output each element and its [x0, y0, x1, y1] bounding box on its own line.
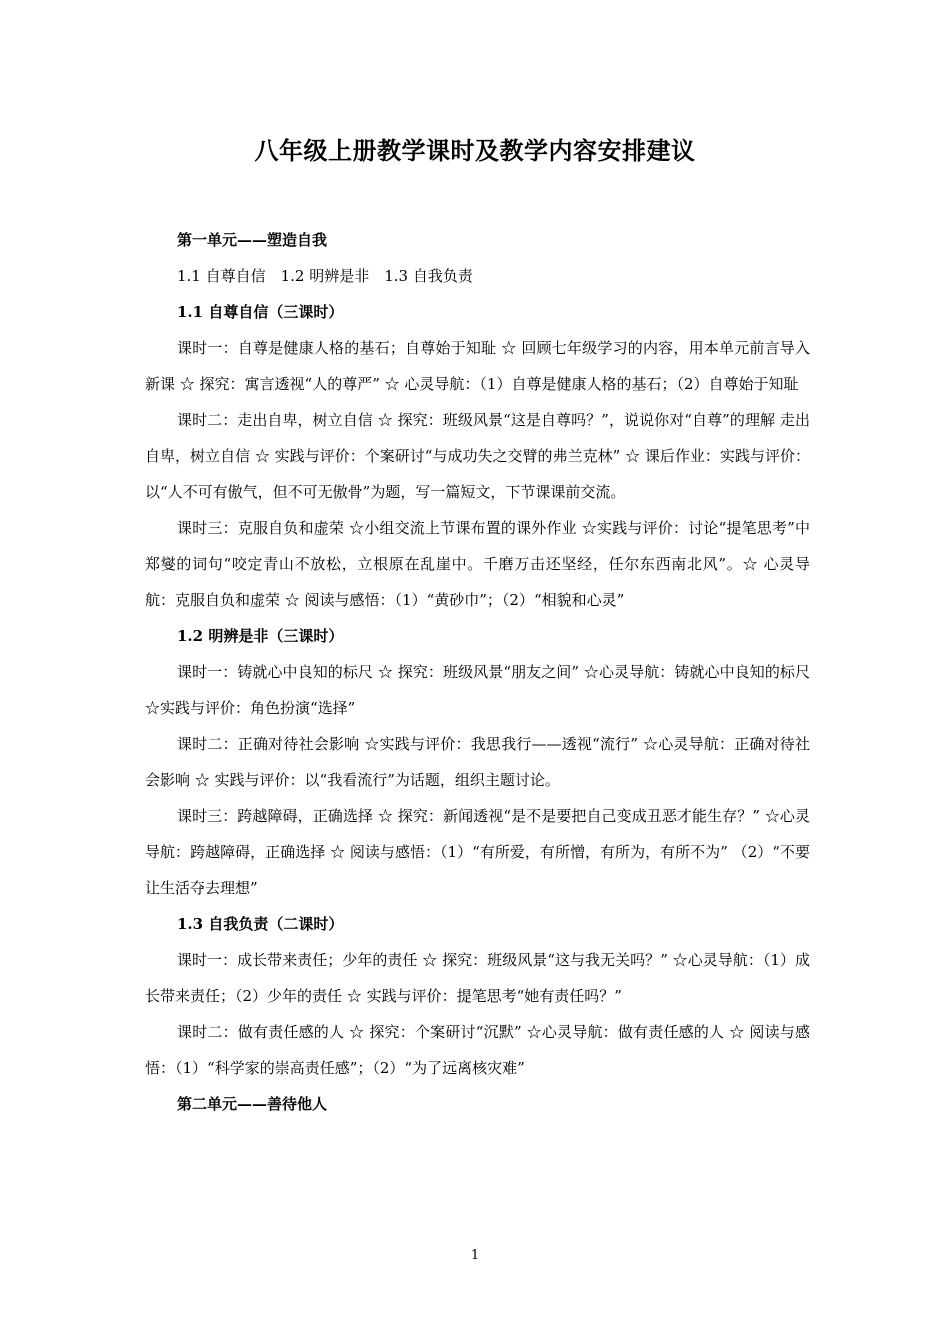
- section-heading: 第二单元——善待他人: [177, 1095, 328, 1113]
- paragraph: 课时一：自尊是健康人格的基石；自尊始于知耻 ☆ 回顾七年级学习的内容，用本单元前言导入新课 ☆ 探究：寓言透视“人的尊严” ☆ 心灵导航：（1）自尊是健康人格的基石；（2）自尊始于知耻: [145, 339, 810, 393]
- paragraph: 课时二：走出自卑，树立自信 ☆ 探究：班级风景“这是自尊吗？”，说说你对“自尊”的理解 走出自卑，树立自信 ☆ 实践与评价：个案研讨“与成功失之交臂的弗兰克林” ☆ 课后作业：实践与评价：以“人不可有傲气，但不可无傲骨”为题，写一篇短文，下节课课前交流。: [145, 411, 810, 501]
- document-title: 八年级上册教学课时及教学内容安排建议: [254, 136, 696, 165]
- section-heading: 1.3 自我负责（二课时）: [177, 915, 344, 933]
- paragraph: 1.1 自尊自信 1.2 明辨是非 1.3 自我负责: [177, 267, 473, 285]
- paragraph: 课时三：跨越障碍，正确选择 ☆ 探究：新闻透视“是不是要把自己变成丑恶才能生存？” ☆心灵导航：跨越障碍，正确选择 ☆ 阅读与感悟：（1）“有所爱，有所憎，有所为，有所不为” （2）“不要让生活夺去理想”: [145, 807, 810, 897]
- page-number: 1: [470, 1248, 480, 1263]
- paragraph: 课时一：铸就心中良知的标尺 ☆ 探究：班级风景“朋友之间” ☆心灵导航：铸就心中良知的标尺 ☆实践与评价：角色扮演“选择”: [145, 663, 810, 717]
- paragraph: 课时一：成长带来责任；少年的责任 ☆ 探究：班级风景“这与我无关吗？” ☆心灵导航：（1）成长带来责任；（2）少年的责任 ☆ 实践与评价：提笔思考“她有责任吗？”: [145, 951, 810, 1005]
- section-heading: 1.2 明辨是非（三课时）: [177, 627, 344, 645]
- paragraph: 课时二：正确对待社会影响 ☆实践与评价：我思我行——透视“流行” ☆心灵导航：正确对待社会影响 ☆ 实践与评价：以“我看流行”为话题，组织主题讨论。: [145, 735, 810, 789]
- section-heading: 第一单元——塑造自我: [177, 231, 328, 249]
- paragraph: 课时三：克服自负和虚荣 ☆小组交流上节课布置的课外作业 ☆实践与评价：讨论“提笔思考”中郑燮的词句“咬定青山不放松，立根原在乱崖中。千磨万击还坚经，任尔东西南北风”。☆ 心灵导航：克服自负和虚荣 ☆ 阅读与感悟：（1）“黄砂巾”；（2）“相貌和心灵”: [145, 519, 810, 609]
- section-heading: 1.1 自尊自信（三课时）: [177, 303, 344, 321]
- document-body: [145, 222, 810, 1122]
- paragraph: 课时二：做有责任感的人 ☆ 探究：个案研讨“沉默” ☆心灵导航：做有责任感的人 ☆ 阅读与感悟：（1）“科学家的崇高责任感”；（2）“为了远离核灾难”: [145, 1023, 810, 1077]
